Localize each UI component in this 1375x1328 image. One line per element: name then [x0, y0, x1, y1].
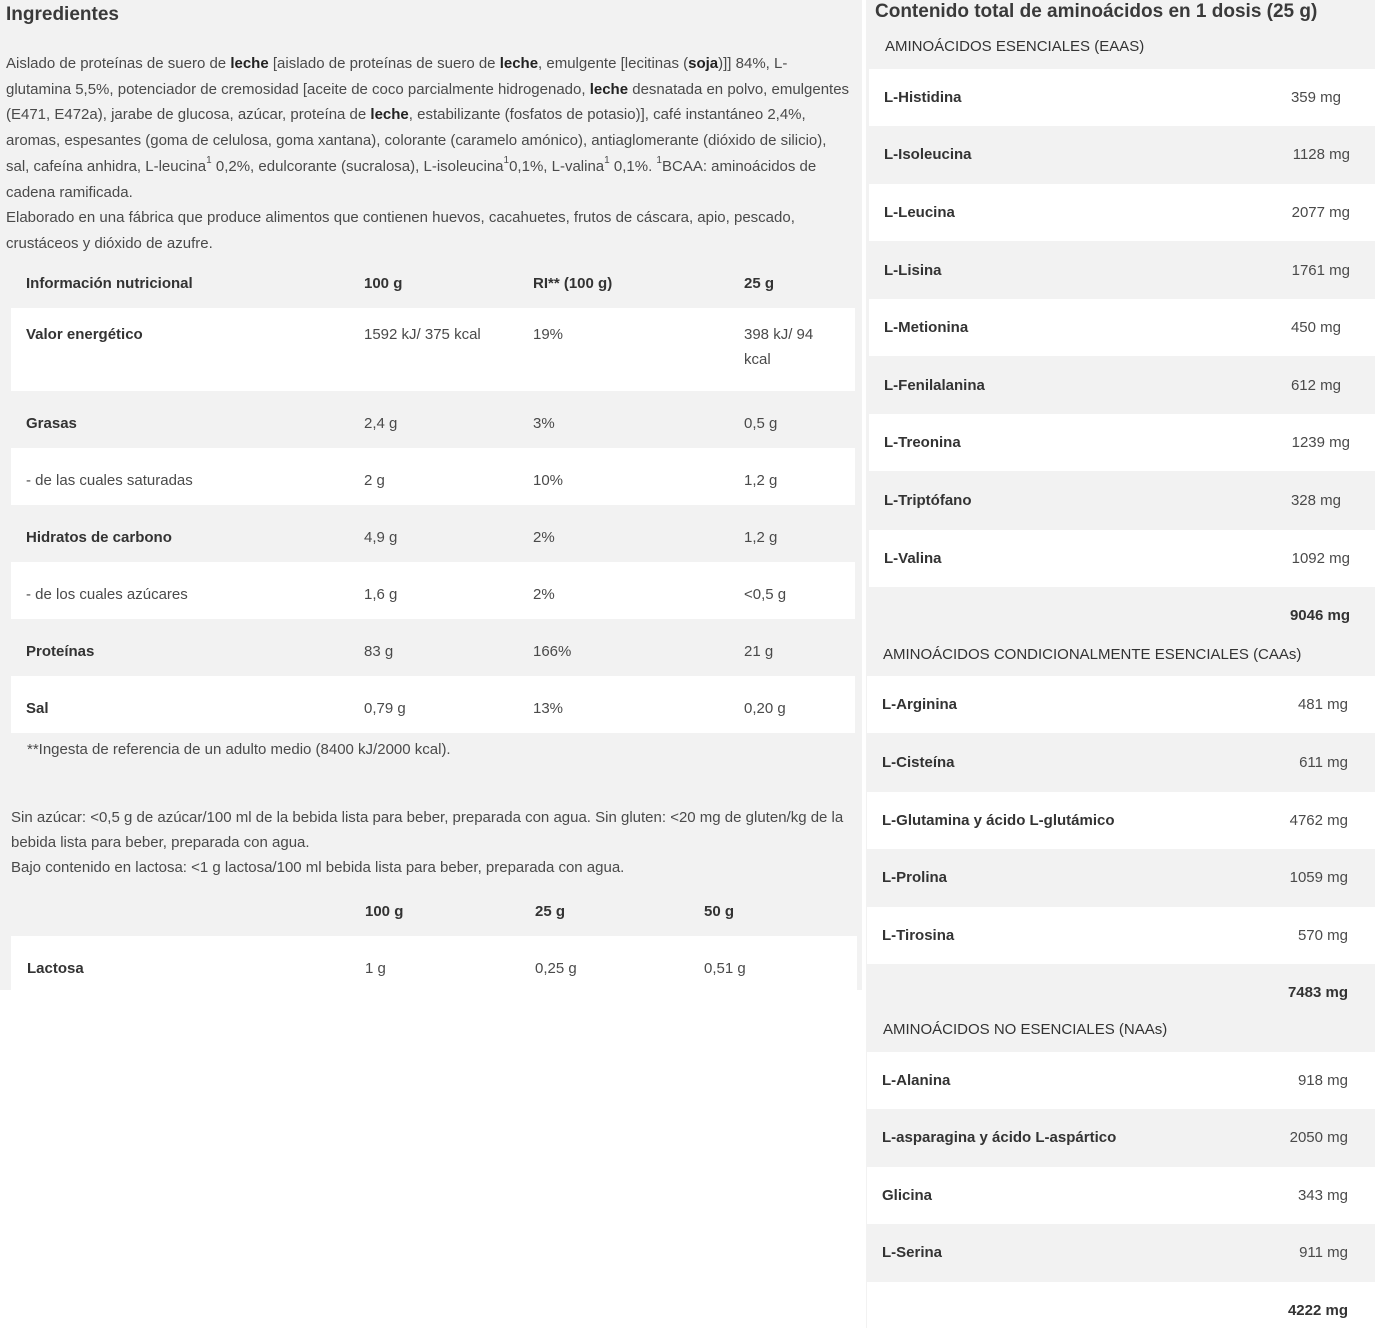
caas-total-row [867, 964, 1375, 1021]
amino-name: L-Glutamina y ácido L-glutámico [882, 812, 1115, 829]
amino-value: 2077 mg [1291, 204, 1350, 221]
table-row [869, 530, 1375, 587]
amino-value: 570 mg [1297, 927, 1348, 944]
nutrient-value: 4,9 g [364, 529, 398, 546]
naas-total: 4222 mg [1287, 1302, 1348, 1319]
table-row [867, 1224, 1375, 1281]
nutrient-name: Valor energético [26, 326, 143, 343]
amino-name: L-Cisteína [882, 754, 955, 771]
amino-value: 328 mg [1290, 492, 1341, 509]
amino-name: L-Treonina [884, 434, 961, 451]
nutrient-portion: 21 g [744, 643, 774, 660]
nutrient-ri: 2% [533, 586, 555, 603]
amino-value: 481 mg [1297, 696, 1348, 713]
allergen-note: Elaborado en una fábrica que produce alimentos que contienen huevos, cacahuetes, frutos de cáscara, apio, pescado, crustáceos y dióxido de azufre. [6, 209, 795, 252]
amino-name: L-Prolina [882, 869, 948, 886]
nutrient-value: 1592 kJ/ 375 kcal [364, 326, 481, 343]
caas-section-title: AMINOÁCIDOS CONDICIONALMENTE ESENCIALES (CAAs) [883, 646, 1302, 663]
table-row [869, 299, 1375, 356]
amino-name: L-Triptófano [884, 492, 972, 509]
amino-value: 1761 mg [1291, 262, 1350, 279]
table-row [867, 734, 1375, 791]
amino-name: L-Valina [884, 550, 942, 567]
table-row [869, 69, 1375, 126]
eaas-section-title: AMINOÁCIDOS ESENCIALES (EAAS) [885, 38, 1145, 55]
caas-total: 7483 mg [1287, 984, 1348, 1001]
table-row [869, 242, 1375, 299]
amino-value: 612 mg [1290, 377, 1341, 394]
nutrient-ri: 13% [533, 700, 564, 717]
eaas-total-row [869, 587, 1375, 644]
nutrition-claims [11, 805, 857, 880]
nutrient-name: - de los cuales azúcares [26, 586, 188, 603]
amino-name: L-Fenilalanina [884, 377, 985, 394]
table-row [867, 1109, 1375, 1166]
nutrient-name: Proteínas [26, 643, 95, 660]
nutrient-ri: 166% [533, 643, 572, 660]
table-row [11, 936, 857, 993]
amino-heading: Contenido total de aminoácidos en 1 dosis (25 g) [875, 1, 1318, 22]
table-row [11, 505, 855, 562]
nutrition-header: RI** (100 g) [533, 275, 613, 292]
amino-value: 918 mg [1297, 1072, 1348, 1089]
table-row [867, 676, 1375, 733]
lactose-claim: Bajo contenido en lactosa: <1 g lactosa/100 ml bebida lista para beber, preparada con agua. [11, 859, 625, 876]
lactose-header: 100 g [365, 903, 404, 920]
amino-value: 1059 mg [1289, 869, 1348, 886]
amino-name: L-Leucina [884, 204, 955, 221]
lactose-label: Lactosa [27, 960, 84, 977]
table-row [11, 391, 855, 448]
nutrient-ri: 10% [533, 472, 564, 489]
table-row [867, 1167, 1375, 1224]
amino-value: 4762 mg [1289, 812, 1348, 829]
nutrient-value: 0,79 g [364, 700, 406, 717]
amino-value: 450 mg [1290, 319, 1341, 336]
table-row [11, 308, 855, 391]
nutrition-header: 100 g [364, 275, 403, 292]
nutrient-name: Sal [26, 700, 49, 717]
naas-section-title: AMINOÁCIDOS NO ESENCIALES (NAAs) [883, 1021, 1168, 1038]
table-row [869, 184, 1375, 241]
ingredients-heading: Ingredientes [6, 4, 119, 25]
nutrient-ri: 2% [533, 529, 555, 546]
nutrient-value: 83 g [364, 643, 394, 660]
nutrient-portion: <0,5 g [744, 586, 787, 603]
table-row [869, 414, 1375, 471]
table-row [867, 1052, 1375, 1109]
nutrient-value: 1,6 g [364, 586, 398, 603]
table-row [11, 448, 855, 505]
nutrient-value: 2 g [364, 472, 385, 489]
lactose-value: 0,51 g [704, 960, 746, 977]
table-row [869, 472, 1375, 529]
amino-value: 611 mg [1299, 754, 1348, 771]
amino-name: L-Arginina [882, 696, 957, 713]
lactose-value: 1 g [365, 960, 386, 977]
nutrient-value: 2,4 g [364, 415, 398, 432]
sugar-gluten-claim: Sin azúcar: <0,5 g de azúcar/100 ml de la bebida lista para beber, preparada con agua. Sin gluten: <20 mg de gluten/kg de la bebida lista para beber, preparada con agua. [11, 809, 844, 851]
amino-name: L-asparagina y ácido L-aspártico [882, 1129, 1117, 1146]
amino-name: L-Tirosina [882, 927, 955, 944]
amino-value: 1092 mg [1291, 550, 1350, 567]
nutrition-header: 25 g [744, 275, 775, 292]
amino-value: 1239 mg [1291, 434, 1350, 451]
ingredients-text [6, 51, 852, 257]
amino-name: Glicina [882, 1187, 933, 1204]
amino-value: 911 mg [1299, 1244, 1348, 1261]
amino-value: 1128 mg [1292, 146, 1350, 163]
nutrition-header-row [11, 251, 855, 308]
lactose-header: 25 g [535, 903, 566, 920]
table-row [867, 849, 1375, 906]
amino-name: L-Histidina [884, 89, 962, 106]
nutrient-name: Grasas [26, 415, 77, 432]
nutrient-ri: 19% [533, 326, 564, 343]
nutrient-ri: 3% [533, 415, 555, 432]
table-row [869, 357, 1375, 414]
nutrient-portion: 0,5 g [744, 415, 778, 432]
ingredients-paragraph: Aislado de proteínas de suero de leche [aislado de proteínas de suero de leche, emulgente [lecitinas (soja)]] 84%, L-glutamina 5,5%, potenciador de cremosidad [aceite de coco parcialmente hidrogenado, leche desnatada en polvo, emulgentes (E471, E472a), jarabe de glucosa, azúcar, proteína de leche, estabilizante (fosfatos de potasio)], café instantáneo 2,4%, aromas, espesantes (goma de celulosa, goma xantana), colorante (caramelo amónico), antiaglomerante (dióxido de silicio), sal, cafeína anhidra, L-leucina$^1$ 0,2%, edulcorante (sucralosa), L-isoleucina$^1$0,1%, L-valina$^1$ 0,1%. $^1$BCAA: aminoácidos de cadena ramificada. [6, 55, 850, 201]
amino-name: L-Serina [882, 1244, 943, 1261]
nutrition-header: Información nutricional [26, 275, 193, 292]
nutrient-portion: 0,20 g [744, 700, 786, 717]
amino-value: 359 mg [1290, 89, 1341, 106]
table-row [11, 676, 855, 733]
lactose-header: 50 g [704, 903, 735, 920]
table-row [867, 792, 1375, 849]
nutrient-portion: 398 kJ/ 94 kcal [744, 326, 814, 368]
nutrient-name: Hidratos de carbono [26, 529, 172, 546]
eaas-total: 9046 mg [1289, 607, 1350, 624]
table-row [11, 562, 855, 619]
amino-name: L-Isoleucina [884, 146, 972, 163]
lactose-header-row [11, 879, 855, 936]
amino-value: 343 mg [1297, 1187, 1348, 1204]
amino-name: L-Alanina [882, 1072, 951, 1089]
amino-value: 2050 mg [1289, 1129, 1348, 1146]
naas-total-row [867, 1282, 1375, 1328]
nutrient-portion: 1,2 g [744, 472, 778, 489]
lactose-value: 0,25 g [535, 960, 577, 977]
table-row [869, 126, 1375, 183]
table-row [11, 619, 855, 676]
nutrient-name: - de las cuales saturadas [26, 472, 193, 489]
amino-name: L-Metionina [884, 319, 969, 336]
table-row [867, 907, 1375, 964]
amino-name: L-Lisina [884, 262, 942, 279]
nutrient-portion: 1,2 g [744, 529, 778, 546]
reference-intake-note: **Ingesta de referencia de un adulto medio (8400 kJ/2000 kcal). [27, 741, 451, 758]
